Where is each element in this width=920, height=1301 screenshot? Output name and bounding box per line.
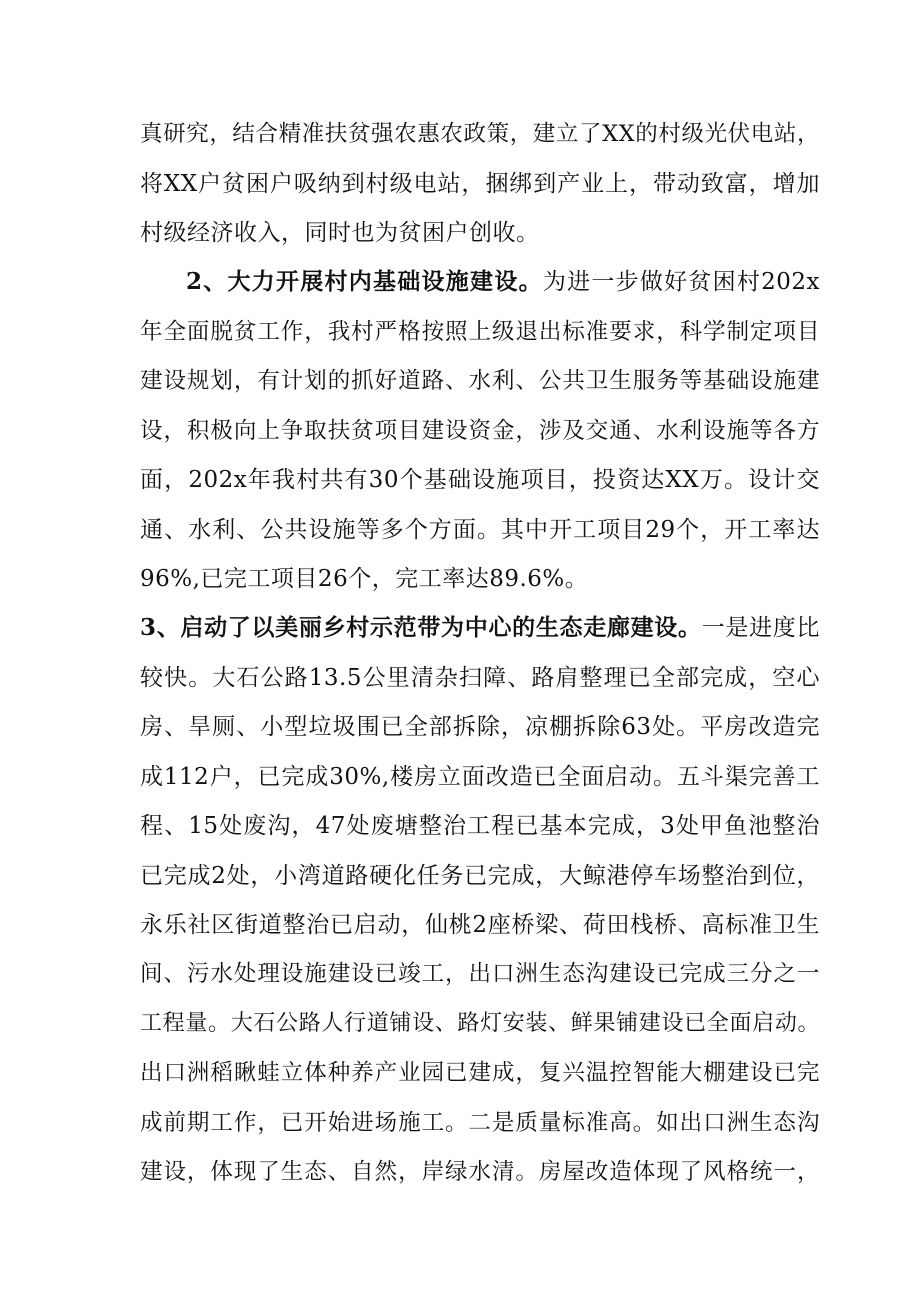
paragraph-3-heading: 3、启动了以美丽乡村示范带为中心的生态走廊建设。 — [140, 614, 702, 641]
paragraph-3-line-1-text: 一是进度比 — [701, 615, 821, 641]
paragraph-2-line-3: 建设规划，有计划的抓好道路、水利、公共卫生服务等基础设施建 — [140, 368, 820, 394]
paragraph-3-line-11: 成前期工作，已开始进场施工。二是质量标准高。如出口洲生态沟 — [140, 1110, 820, 1136]
paragraph-1-line-1: 真研究，结合精准扶贫强农惠农政策，建立了XX的村级光伏电站， — [140, 121, 820, 147]
paragraph-3-line-7: 永乐社区街道整治已启动，仙桃2座桥梁、荷田栈桥、高标准卫生 — [140, 912, 820, 938]
paragraph-3-line-8: 间、污水处理设施建设已竣工，出口洲生态沟建设已完成三分之一 — [140, 961, 820, 987]
paragraph-3-line-5: 程、15处废沟，47处废塘整治工程已基本完成，3处甲鱼池整治 — [140, 813, 820, 839]
paragraph-2-line-4: 设，积极向上争取扶贫项目建设资金，涉及交通、水利设施等各方 — [140, 418, 820, 444]
paragraph-3-line-2: 较快。大石公路13.5公里清杂扫障、路肩整理已全部完成，空心 — [140, 665, 820, 691]
paragraph-3-line-3: 房、旱厕、小型垃圾围已全部拆除，凉棚拆除63处。平房改造完 — [140, 714, 820, 740]
paragraph-2-line-5: 面，202x年我村共有30个基础设施项目，投资达XX万。设计交 — [140, 467, 820, 493]
paragraph-3-line-12: 建设，体现了生态、自然，岸绿水清。房屋改造体现了风格统一， — [140, 1159, 820, 1185]
paragraph-3-line-9: 工程量。大石公路人行道铺设、路灯安装、鲜果铺建设已全面启动。 — [140, 1011, 820, 1036]
paragraph-2-heading: 2、大力开展村内基础设施建设。 — [186, 268, 543, 295]
paragraph-1-line-2: 将XX户贫困户吸纳到村级电站，捆绑到产业上，带动致富，增加 — [140, 171, 820, 197]
paragraph-2-line-6: 通、水利、公共设施等多个方面。其中开工项目29个，开工率达 — [140, 517, 820, 543]
paragraph-2-line-1-text: 为进一步做好贫困村202x — [542, 269, 820, 295]
paragraph-3-line-4: 成112户，已完成30%,楼房立面改造已全面启动。五斗渠完善工 — [140, 764, 820, 790]
paragraph-3-line-6: 已完成2处，小湾道路硬化任务已完成，大鲸港停车场整治到位， — [140, 863, 820, 889]
paragraph-3-line-10: 出口洲稻瞅蛙立体种养产业园已建成，复兴温控智能大棚建设已完 — [140, 1060, 820, 1086]
paragraph-3-line-1 — [140, 612, 820, 644]
paragraph-2-line-7: 96%,已完工项目26个，完工率达89.6%。 — [140, 566, 589, 592]
paragraph-2-line-2: 年全面脱贫工作，我村严格按照上级退出标准要求，科学制定项目 — [140, 319, 820, 345]
paragraph-2-line-1 — [186, 266, 820, 298]
paragraph-1-line-3: 村级经济收入，同时也为贫困户创收。 — [140, 220, 540, 246]
